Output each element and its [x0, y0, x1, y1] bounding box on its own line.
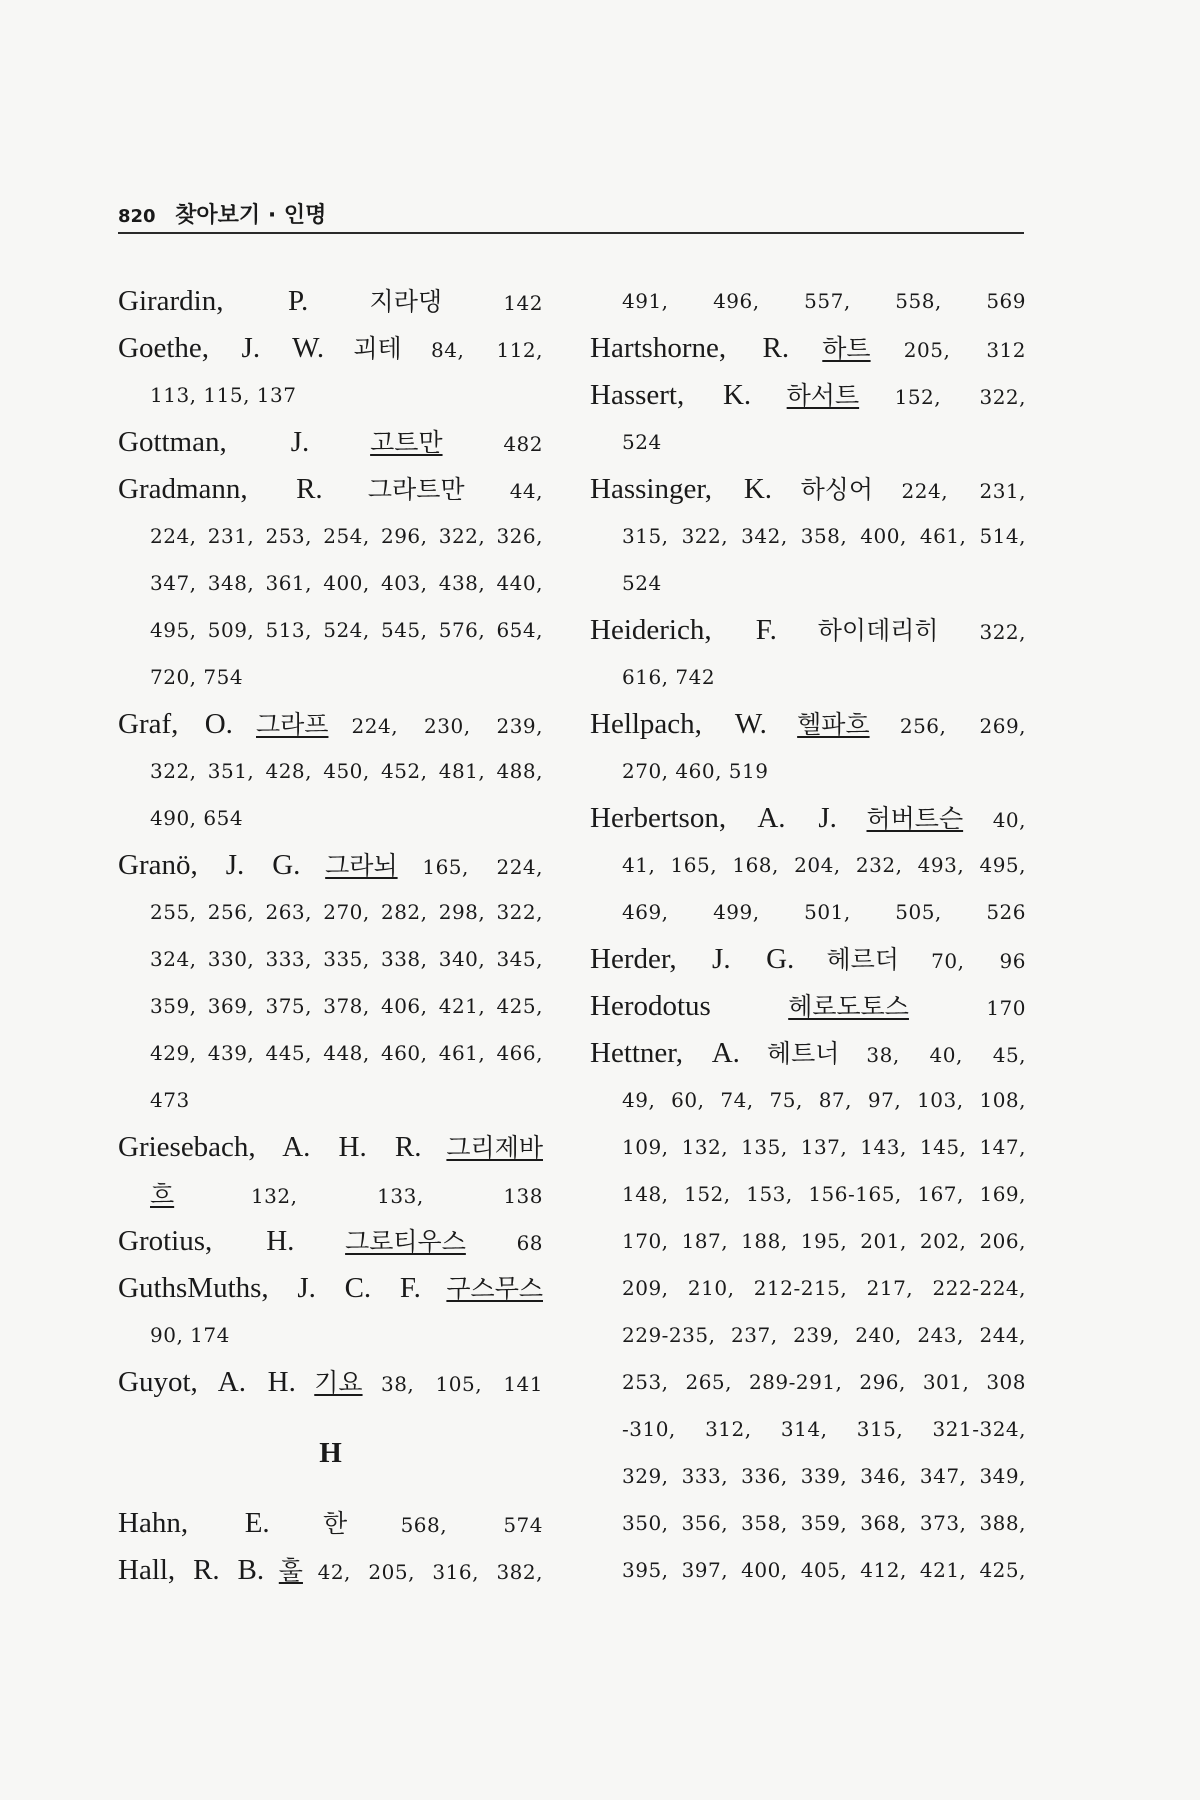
page-refs: 524: [622, 571, 662, 595]
index-entry-continuation: [590, 278, 1026, 325]
index-entry-continuation: [590, 1312, 1026, 1359]
korean-name: 하싱어: [800, 475, 874, 504]
page-refs: 152, 322,: [894, 385, 1026, 409]
page-refs: 165, 224,: [422, 855, 543, 879]
page-refs: 142: [503, 291, 543, 315]
index-entry-continuation: [590, 654, 1026, 701]
index-entry-continuation: [590, 889, 1026, 936]
korean-name: 그라뇌: [325, 851, 398, 880]
index-entry-continuation: [590, 1406, 1026, 1453]
page-refs: 90, 174: [150, 1323, 230, 1347]
index-entry: [118, 842, 543, 889]
index-entry-continuation: [118, 983, 543, 1030]
page-refs: 329, 333, 336, 339, 346, 347, 349,: [622, 1464, 1026, 1488]
entry-name: Hartshorne, R.: [590, 332, 790, 364]
entry-name: Hall, R. B.: [118, 1554, 265, 1586]
index-entry-continuation: [590, 513, 1026, 560]
entry-name: Hassinger, K.: [590, 473, 773, 505]
index-entry: [118, 419, 543, 466]
page-refs: 41, 165, 168, 204, 232, 493, 495,: [622, 853, 1026, 877]
page-refs: 170, 187, 188, 195, 201, 202, 206,: [622, 1229, 1026, 1253]
korean-name: 헤르더: [826, 945, 899, 974]
entry-name: Girardin, P.: [118, 285, 309, 317]
korean-name: 하서트: [786, 381, 860, 410]
index-entry-continuation: [118, 1030, 543, 1077]
index-entry-continuation: [590, 1218, 1026, 1265]
page-number: 820: [118, 206, 156, 227]
page-refs: 84, 112,: [431, 338, 543, 362]
entry-name: Herodotus: [590, 990, 711, 1022]
index-entry: [590, 795, 1026, 842]
index-entry: [118, 1265, 543, 1312]
index-entry-continuation: [590, 1077, 1026, 1124]
page-refs: 720, 754: [150, 665, 244, 689]
index-entry-continuation: [590, 419, 1026, 466]
index-entry: [590, 325, 1026, 372]
korean-name: 헬파흐: [797, 710, 870, 739]
page-refs: 429, 439, 445, 448, 460, 461, 466,: [150, 1041, 543, 1065]
korean-name: 그라프: [256, 710, 329, 739]
page-refs: -310, 312, 314, 315, 321-324,: [622, 1417, 1026, 1441]
korean-name: 훌: [278, 1556, 303, 1585]
entry-name: Herder, J. G.: [590, 943, 795, 975]
page-header: [118, 198, 1024, 234]
page-refs: 205, 312: [903, 338, 1026, 362]
index-entry-continuation: [118, 1312, 543, 1359]
index-entry-continuation: [118, 748, 543, 795]
korean-name: 허버트슨: [866, 804, 964, 833]
page-refs: 473: [150, 1088, 190, 1112]
page-title: 찾아보기 · 인명: [175, 203, 327, 228]
index-entry-continuation: [590, 1453, 1026, 1500]
entry-name: Heiderich, F.: [590, 614, 777, 646]
entry-name: Hahn, E.: [118, 1507, 270, 1539]
page-refs: 347, 348, 361, 400, 403, 438, 440,: [150, 571, 543, 595]
entry-name: Herbertson, A. J.: [590, 802, 837, 834]
page-refs: 68: [516, 1231, 543, 1255]
page-refs: 44,: [509, 479, 543, 503]
page-refs: 616, 742: [622, 665, 716, 689]
page-refs: 224, 231,: [901, 479, 1026, 503]
page-refs: 322, 351, 428, 450, 452, 481, 488,: [150, 759, 543, 783]
page-refs: 359, 369, 375, 378, 406, 421, 425,: [150, 994, 543, 1018]
page-refs: 170: [986, 996, 1026, 1020]
page-refs: 469, 499, 501, 505, 526: [622, 900, 1026, 924]
korean-name: 하이데리히: [817, 616, 939, 645]
index-entry: [118, 1218, 543, 1265]
entry-name: Guyot, A. H.: [118, 1366, 296, 1398]
page-refs: 253, 265, 289-291, 296, 301, 308: [622, 1370, 1026, 1394]
index-entry-continuation: [118, 889, 543, 936]
section-letter: H: [319, 1437, 342, 1469]
index-entry: [590, 372, 1026, 419]
index-entry: [118, 1124, 543, 1171]
entry-name: Gottman, J.: [118, 426, 310, 458]
korean-name: 지라댕: [369, 287, 442, 316]
page-refs: 224, 230, 239,: [351, 714, 543, 738]
page-refs: 568, 574: [400, 1513, 543, 1537]
index-entry-continuation: [118, 1171, 543, 1218]
index-entry-continuation: [118, 936, 543, 983]
index-entry: [590, 1030, 1026, 1077]
page-refs: 42, 205, 316, 382,: [317, 1560, 543, 1584]
page-refs: 38, 40, 45,: [866, 1043, 1026, 1067]
korean-name: 구스무스: [446, 1274, 543, 1303]
index-entry-continuation: [590, 1124, 1026, 1171]
page-refs: 229-235, 237, 239, 240, 243, 244,: [622, 1323, 1026, 1347]
page-refs: 70, 96: [931, 949, 1026, 973]
page-refs: 224, 231, 253, 254, 296, 322, 326,: [150, 524, 543, 548]
page-refs: 40,: [992, 808, 1026, 832]
entry-name: Hellpach, W.: [590, 708, 767, 740]
index-entry-continuation: [590, 1359, 1026, 1406]
index-entry: [590, 607, 1026, 654]
page-refs: 255, 256, 263, 270, 282, 298, 322,: [150, 900, 543, 924]
korean-name: 하트: [822, 334, 871, 363]
right-column: [590, 278, 1026, 1594]
page-refs: 38, 105, 141: [380, 1372, 543, 1396]
entry-name: GuthsMuths, J. C. F.: [118, 1272, 421, 1304]
page-refs: 324, 330, 333, 335, 338, 340, 345,: [150, 947, 543, 971]
index-entry-continuation: [118, 795, 543, 842]
index-entry: [590, 936, 1026, 983]
page-refs: 322,: [979, 620, 1026, 644]
index-entry-continuation: [590, 1500, 1026, 1547]
korean-name: 헤트너: [766, 1039, 840, 1068]
index-entry-continuation: [590, 842, 1026, 889]
index-entry: [590, 466, 1026, 513]
index-entry: [118, 1547, 543, 1594]
page-refs: 350, 356, 358, 359, 368, 373, 388,: [622, 1511, 1026, 1535]
page-refs: 109, 132, 135, 137, 143, 145, 147,: [622, 1135, 1026, 1159]
index-entry: [118, 466, 543, 513]
page-refs: 148, 152, 153, 156-165, 167, 169,: [622, 1182, 1026, 1206]
korean-name: 괴테: [353, 334, 402, 363]
entry-name: Gradmann, R.: [118, 473, 323, 505]
index-entry-continuation: [118, 560, 543, 607]
page-refs: 209, 210, 212-215, 217, 222-224,: [622, 1276, 1026, 1300]
entry-name: Granö, J. G.: [118, 849, 301, 881]
index-entry-continuation: [118, 607, 543, 654]
page-refs: 270, 460, 519: [622, 759, 769, 783]
entry-name: Griesebach, A. H. R.: [118, 1131, 422, 1163]
entry-name: Goethe, J. W.: [118, 332, 325, 364]
index-entry: [590, 983, 1026, 1030]
entry-name: Graf, O.: [118, 708, 233, 740]
index-entry: [118, 278, 543, 325]
index-entry: [118, 1359, 543, 1406]
page-refs: 132, 133, 138: [250, 1184, 543, 1208]
korean-name: 기요: [314, 1368, 363, 1397]
korean-name: 헤로도토스: [788, 992, 909, 1021]
index-entry-continuation: [590, 560, 1026, 607]
korean-name: 한: [323, 1509, 348, 1538]
index-entry: [118, 325, 543, 372]
page-refs: 482: [503, 432, 543, 456]
korean-name: 흐: [150, 1180, 175, 1209]
entry-name: Hassert, K.: [590, 379, 752, 411]
entry-name: Hettner, A.: [590, 1037, 740, 1069]
page-refs: 490, 654: [150, 806, 244, 830]
page-refs: 395, 397, 400, 405, 412, 421, 425,: [622, 1558, 1026, 1582]
index-entry-continuation: [590, 1547, 1026, 1594]
index-entry-continuation: [118, 513, 543, 560]
page-refs: 491, 496, 557, 558, 569: [622, 289, 1026, 313]
index-entry-continuation: [118, 654, 543, 701]
page-refs: 256, 269,: [899, 714, 1026, 738]
index-entry-continuation: [118, 372, 543, 419]
index-entry: [590, 701, 1026, 748]
index-entry: [118, 701, 543, 748]
page-refs: 113, 115, 137: [150, 383, 297, 407]
index-entry-continuation: [590, 748, 1026, 795]
page-refs: 495, 509, 513, 524, 545, 576, 654,: [150, 618, 543, 642]
index-entry-continuation: [590, 1171, 1026, 1218]
entry-name: Grotius, H.: [118, 1225, 295, 1257]
page-refs: 524: [622, 430, 662, 454]
page-refs: 49, 60, 74, 75, 87, 97, 103, 108,: [622, 1088, 1026, 1112]
index-entry-continuation: [118, 1077, 543, 1124]
left-column: [118, 278, 543, 1594]
index-entry-continuation: [590, 1265, 1026, 1312]
korean-name: 그리제바: [446, 1133, 543, 1162]
korean-name: 고트만: [370, 428, 443, 457]
korean-name: 그라트만: [367, 475, 465, 504]
korean-name: 그로티우스: [345, 1227, 466, 1256]
page-refs: 315, 322, 342, 358, 400, 461, 514,: [622, 524, 1026, 548]
index-entry: [118, 1500, 543, 1547]
